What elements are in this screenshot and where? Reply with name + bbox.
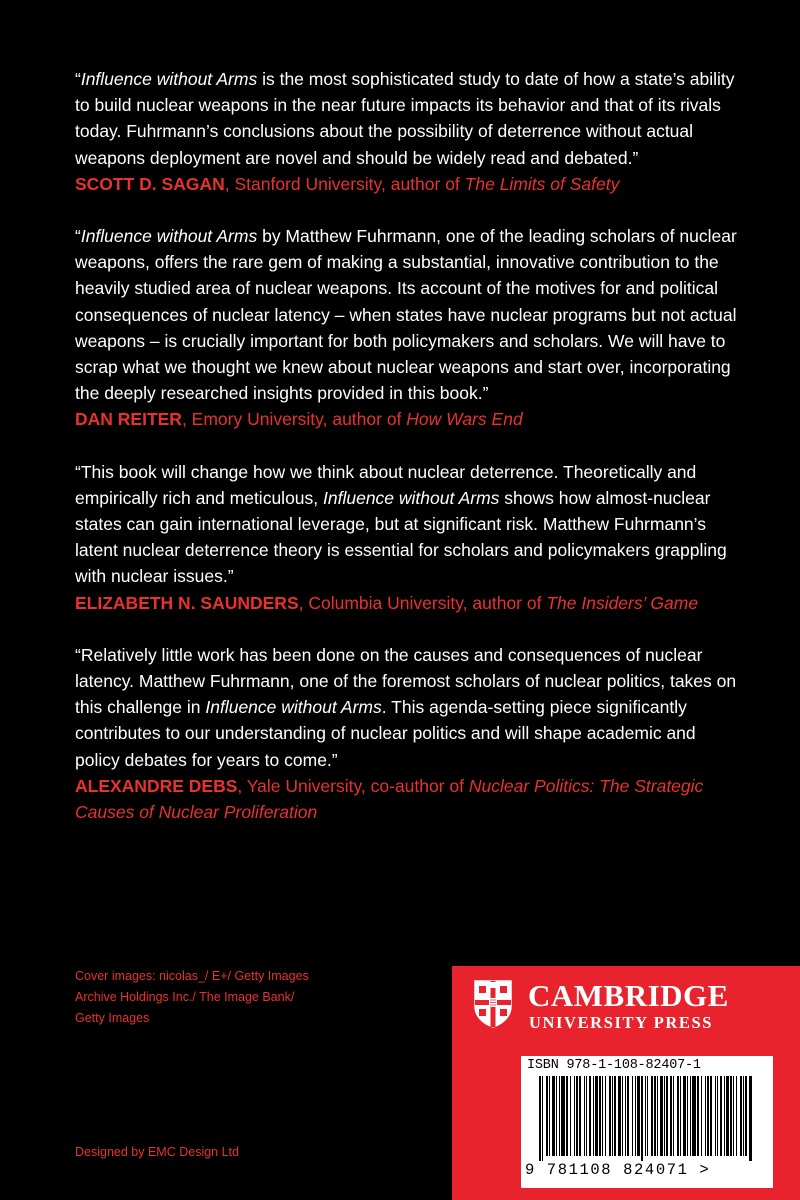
quote-segment: “ xyxy=(75,226,81,247)
endorser-name: SCOTT D. SAGAN xyxy=(75,173,225,194)
endorser-name: ALEXANDRE DEBS xyxy=(75,775,238,796)
quote-segment: is the most sophisticated study to date of how a state’s ability to build nuclear weapons in the near future impacts its behavior and that of its rivals today. Fuhrmann’s conclusions about the possibility of deterrence without actual weapons deployment are novel and should be widely read and debated.” xyxy=(75,69,735,168)
endorser-affiliation: , Yale University, co-author of xyxy=(237,775,469,796)
publisher-name: CAMBRIDGE xyxy=(528,978,729,1013)
endorser-affiliation: , Columbia University, author of xyxy=(298,592,547,613)
publisher-panel xyxy=(452,966,800,1200)
endorser-name: ELIZABETH N. SAUNDERS xyxy=(75,592,299,613)
quote-segment: “This book will change how we think about nuclear deterrence. Theoretically and empirically rich and meticulous, xyxy=(75,461,697,508)
quote-text xyxy=(75,459,745,590)
endorser-affiliation: , Emory University, author of xyxy=(181,409,407,430)
quote-segment: by Matthew Fuhrmann, one of the leading scholars of nuclear weapons, offers the rare gem of making a substantial, innovative contribution to the heavily studied area of nuclear weapons. Its account of the motives for and political consequences of nuclear latency – when states have nuclear programs but not actual weapons – is crucially important for both policymakers and scholars. We will have to scrap what we thought we knew about nuclear weapons and start over, incorporating the deeply researched insights provided in this book.” xyxy=(75,226,737,404)
quote-text xyxy=(75,223,745,406)
book-title: Influence without Arms xyxy=(205,697,382,718)
attribution xyxy=(75,590,745,616)
credit-line: Archive Holdings Inc./ The Image Bank/ xyxy=(75,990,295,1004)
endorsement-quote xyxy=(75,459,745,616)
quote-text xyxy=(75,642,745,773)
attribution xyxy=(75,773,745,825)
quote-text xyxy=(75,66,745,171)
book-title: Influence without Arms xyxy=(323,487,500,508)
endorser-work: The Limits of Safety xyxy=(464,173,620,194)
endorsement-quote xyxy=(75,642,745,825)
endorser-affiliation: , Stanford University, author of xyxy=(224,173,465,194)
quote-segment: “Relatively little work has been done on the causes and consequences of nuclear latency. Matthew Fuhrmann, one of the foremost scholars of nuclear politics, takes on this challenge in xyxy=(75,644,737,718)
designer-credit: Designed by EMC Design Ltd xyxy=(75,1145,239,1159)
endorser-name: DAN REITER xyxy=(75,409,182,430)
endorser-work: Nuclear Politics: The Strategic Causes of Nuclear Proliferation xyxy=(75,775,704,823)
endorsements xyxy=(75,66,745,851)
quote-segment: . This agenda-setting piece significantly contributes to our understanding of nuclear politics and will shape academic and policy debates for years to come.” xyxy=(75,697,696,770)
book-title: Influence without Arms xyxy=(80,69,258,89)
cover-image-credits xyxy=(75,966,309,1029)
book-title: Influence without Arms xyxy=(80,226,258,247)
barcode-digits: 9 781108 824071 > xyxy=(525,1161,711,1179)
attribution xyxy=(75,171,745,197)
isbn-barcode xyxy=(521,1056,773,1188)
isbn-label: ISBN 978-1-108-82407-1 xyxy=(527,1058,701,1073)
endorsement-quote xyxy=(75,66,745,197)
attribution xyxy=(75,406,745,432)
endorser-work: How Wars End xyxy=(406,409,523,430)
cambridge-shield-icon xyxy=(474,980,512,1028)
publisher-subname: UNIVERSITY PRESS xyxy=(529,1013,714,1032)
quote-segment: “ xyxy=(75,69,81,89)
endorser-work: The Insiders’ Game xyxy=(546,592,699,613)
credit-line: Cover images: nicolas_/ E+/ Getty Images xyxy=(75,969,309,983)
endorsement-quote xyxy=(75,223,745,433)
credit-line: Getty Images xyxy=(75,1011,150,1025)
barcode-bars xyxy=(525,1076,769,1161)
quote-segment: shows how almost-nuclear states can gain international leverage, but at significant risk. Matthew Fuhrmann’s latent nuclear deterrence theory is essential for scholars and policymakers grappling with nuclear issues.” xyxy=(75,487,727,587)
